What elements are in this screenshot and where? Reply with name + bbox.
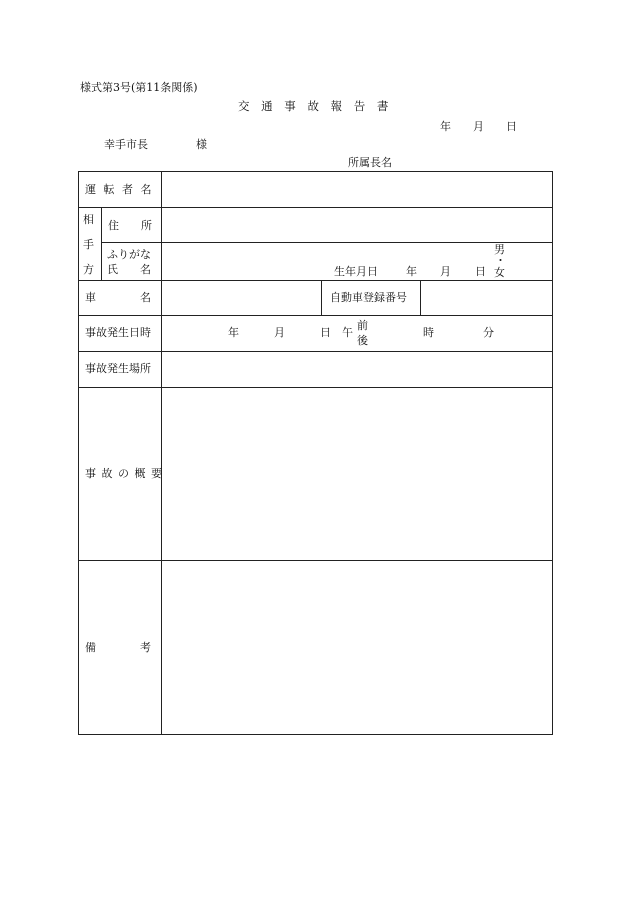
driver-name-field[interactable] — [168, 180, 546, 200]
accident-minute-unit: 分 — [483, 326, 494, 339]
report-date: 年 月 日 — [440, 120, 517, 133]
address-field[interactable] — [168, 215, 546, 235]
accident-month-unit: 月 — [274, 326, 285, 339]
other-party-label-3: 方 — [83, 263, 94, 276]
ampm-prefix: 午 — [342, 326, 353, 339]
accident-summary-field[interactable] — [168, 394, 546, 554]
birth-day-unit: 日 — [475, 265, 486, 278]
label-column-divider — [161, 171, 162, 735]
accident-day-unit: 日 — [320, 326, 331, 339]
addressee-honorific: 様 — [196, 138, 207, 151]
other-party-name-field[interactable] — [168, 248, 328, 274]
furigana-label: ふりがな — [107, 248, 151, 261]
other-party-label-2: 手 — [83, 238, 94, 251]
row-divider — [78, 387, 553, 388]
sex-female-option[interactable]: 女 — [494, 266, 505, 279]
row-divider — [101, 242, 553, 243]
registration-field[interactable] — [427, 288, 547, 308]
accident-place-field[interactable] — [168, 359, 546, 379]
pm-option[interactable]: 後 — [357, 334, 368, 347]
accident-hour-unit: 時 — [423, 326, 434, 339]
row-divider — [78, 207, 553, 208]
document-title: 交 通 事 故 報 告 書 — [238, 99, 393, 113]
birthdate-label: 生年月日 — [334, 265, 378, 278]
accident-datetime-label: 事故発生日時 — [85, 326, 151, 339]
reporter-label: 所属長名 — [348, 156, 392, 169]
row-divider — [78, 560, 553, 561]
vehicle-label: 車 名 — [85, 291, 151, 304]
addressee: 幸手市長 — [104, 138, 148, 151]
driver-name-label: 運 転 者 名 — [85, 183, 154, 196]
accident-place-label: 事故発生場所 — [85, 362, 151, 375]
other-party-divider — [101, 207, 102, 280]
vehicle-field[interactable] — [168, 288, 316, 308]
am-option[interactable]: 前 — [357, 319, 368, 332]
remarks-field[interactable] — [168, 567, 546, 727]
accident-summary-label: 事 故 の 概 要 — [85, 467, 163, 480]
accident-year-unit: 年 — [228, 326, 239, 339]
birth-year-unit: 年 — [406, 265, 417, 278]
name-label: 氏 名 — [107, 263, 151, 276]
row-divider — [78, 315, 553, 316]
remarks-label: 備 考 — [85, 641, 151, 654]
form-number: 様式第3号(第11条関係) — [80, 81, 198, 94]
row-divider — [78, 351, 553, 352]
row-divider — [78, 280, 553, 281]
birth-month-unit: 月 — [440, 265, 451, 278]
registration-label: 自動車登録番号 — [330, 291, 407, 304]
sex-male-option[interactable]: 男 — [494, 243, 505, 256]
address-label: 住 所 — [108, 219, 152, 232]
vehicle-divider — [321, 280, 322, 315]
sex-separator: ・ — [495, 254, 506, 267]
other-party-label-1: 相 — [83, 213, 94, 226]
registration-divider — [420, 280, 421, 315]
